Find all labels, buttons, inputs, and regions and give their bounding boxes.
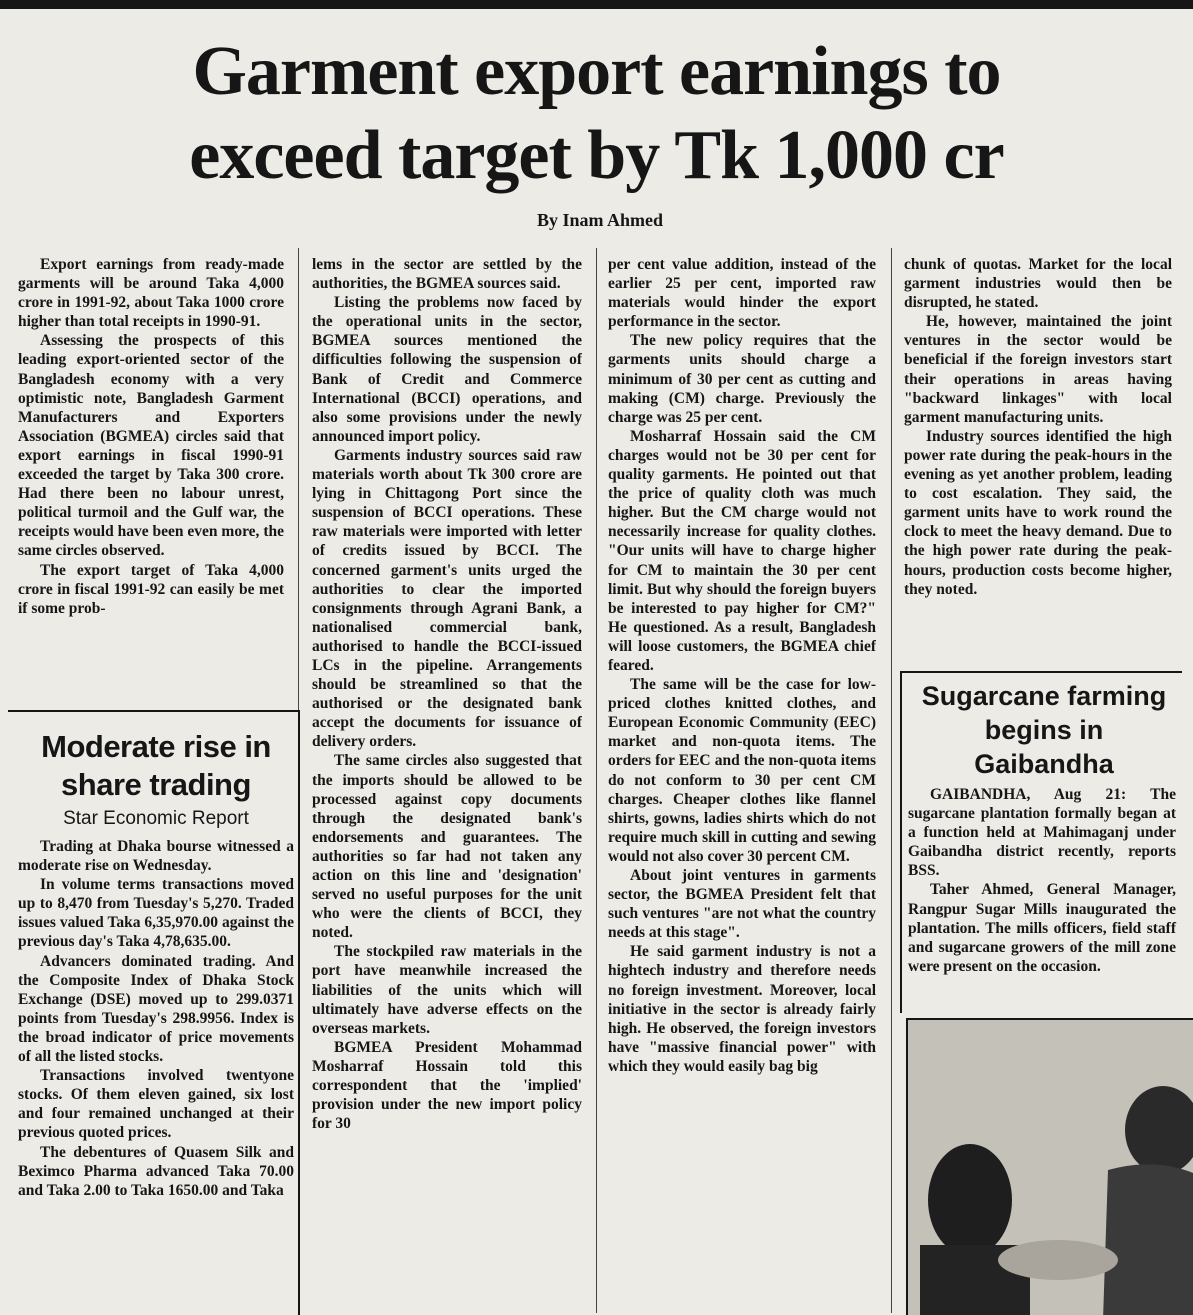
sugarcane-story-box	[900, 671, 1182, 1013]
share-trading-headline	[18, 728, 294, 804]
share-headline-line-2: share trading	[61, 767, 251, 802]
story-paragraph: Industry sources identified the high power rate during the peak-hours in the evening as yet another problem, leading to cost escalation. They said, the garment units have to work round the clock to meet the heavy demand. Due to the high power rate during the peak-hours, production costs become higher, they noted.	[904, 427, 1172, 598]
column-rule	[596, 248, 597, 1313]
main-story-column-4	[904, 255, 1172, 599]
share-trading-credit: Star Economic Report	[63, 808, 249, 829]
byline: By Inam Ahmed	[536, 210, 664, 230]
headline-line-2: exceed target by Tk 1,000 cr	[189, 117, 1004, 194]
story-paragraph: The stockpiled raw materials in the port have meanwhile increased the liabilities of the units which will ultimately have adverse effects on the overseas markets.	[312, 943, 582, 1037]
story-paragraph: chunk of quotas. Market for the local garment industries would then be disrupted, he stated.	[904, 256, 1172, 312]
story-paragraph: About joint ventures in garments sector, the BGMEA President felt that such ventures "are not what the country needs at this stage".	[608, 867, 876, 942]
main-story-column-1	[18, 255, 284, 618]
sugar-headline-line-3: Gaibandha	[974, 749, 1114, 779]
story-paragraph: He said garment industry is not a hightech industry and therefore needs no foreign investment. Moreover, local initiative in the sector is already fairly high. He observed, the foreign investors have "massive financial power" with which they would easily bag big	[608, 943, 876, 1075]
story-paragraph: Trading at Dhaka bourse witnessed a moderate rise on Wednesday.	[18, 838, 294, 875]
story-paragraph: He, however, maintained the joint ventures in the sector would be beneficial if the foreign investors start their operations in areas having "backward linkages" with local garment manufacturing units.	[904, 313, 1172, 426]
main-story-column-3	[608, 255, 876, 1313]
story-paragraph: BGMEA President Mohammad Mosharraf Hossain told this correspondent that the 'implied' provision under the new import policy for 30	[312, 1038, 582, 1133]
sugarcane-body	[908, 785, 1176, 976]
share-trading-box	[8, 710, 300, 1315]
story-paragraph: In volume terms transactions moved up to 8,470 from Tuesday's 5,270. Traded issues valued Taka 6,35,970.00 against the previous day's Taka 4,78,635.00.	[18, 876, 294, 951]
story-paragraph: Transactions involved twentyone stocks. Of them eleven gained, six lost and four remained unchanged at their previous quoted prices.	[18, 1067, 294, 1142]
share-headline-line-1: Moderate rise in	[41, 729, 271, 764]
story-paragraph: The same will be the case for low-priced clothes knitted clothes, and European Economic Community (EEC) market and non-quota items. The orders for EEC and the non-quota items do not conform to 30 per cent CM charges. Cheaper clothes like flannel shirts, gowns, ladies shirts which do not require much skill in cutting and sewing would not also cover 30 percent CM.	[608, 676, 876, 865]
column-rule	[891, 248, 892, 1313]
column-rule	[298, 248, 299, 710]
sugarcane-headline	[910, 679, 1178, 781]
news-photo	[906, 1018, 1193, 1315]
headline-line-1: Garment export earnings to	[192, 33, 1001, 110]
story-paragraph: Listing the problems now faced by the operational units in the sector, BGMEA sources mentioned the difficulties following the suspension of Bank of Credit and Commerce International (BCCI) operations, and also some provisions under the newly announced import policy.	[312, 294, 582, 445]
story-paragraph: Garments industry sources said raw materials worth about Tk 300 crore are lying in Chittagong Port since the suspension of BCCI operations. These raw materials were imported with letter of credits issued by BCCI. The concerned garment's units urged the authorities to clear the imported consignments through Agrani Bank, a nationalised commercial bank, authorised to handle the BCCI-issued LCs in the pipeline. Arrangements should be streamlined so that the authorised or the designated bank accept the documents for issuance of delivery orders.	[312, 446, 582, 751]
story-paragraph: Mosharraf Hossain said the CM charges would not be 30 per cent for quality garments. He pointed out that the price of quality cloth was much higher. But the CM charge would not necessarily increase for quality clothes. "Our units will have to charge higher for CM to maintain the 30 per cent limit. But why should the foreign buyers be interested to pay higher for CM?" He questioned. As a result, Bangladesh will loose customers, the BGMEA chief feared.	[608, 427, 876, 674]
sugar-headline-line-2: begins in	[984, 715, 1104, 745]
story-paragraph: The export target of Taka 4,000 crore in fiscal 1991-92 can easily be met if some prob-	[18, 561, 284, 617]
page-top-rule	[0, 0, 1193, 9]
photo-figures	[908, 1020, 1193, 1315]
story-paragraph: The debentures of Quasem Silk and Beximco Pharma advanced Taka 70.00 and Taka 2.00 to Taka 1650.00 and Taka	[18, 1143, 294, 1199]
main-headline	[20, 30, 1173, 198]
story-paragraph: Taher Ahmed, General Manager, Rangpur Sugar Mills inaugurated the plantation. The mills officers, field staff and sugarcane growers of the mill zone were present on the occasion.	[908, 881, 1176, 975]
story-paragraph: per cent value addition, instead of the earlier 25 per cent, imported raw materials would hinder the export performance in the sector.	[608, 256, 876, 331]
story-paragraph: lems in the sector are settled by the authorities, the BGMEA sources said.	[312, 256, 582, 293]
story-paragraph: The same circles also suggested that the imports should be allowed to be processed against copy documents through the designated bank's endorsements and guarantees. The authorities so far had not taken any action on this line and 'designation' served no useful purposes for the unit who were the clients of BCCI, they noted.	[312, 752, 582, 942]
story-paragraph: GAIBANDHA, Aug 21: The sugarcane plantation formally began at a function held at Mahimaganj under Gaibandha district recently, reports BSS.	[908, 786, 1176, 880]
story-paragraph: Assessing the prospects of this leading export-oriented sector of the Bangladesh economy with a very optimistic note, Bangladesh Garment Manufacturers and Exporters Association (BGMEA) circles said that export earnings in fiscal 1990-91 exceeded the target by Taka 300 crore. Had there been no labour unrest, political turmoil and the Gulf war, the receipts would have been even more, the same circles observed.	[18, 332, 284, 560]
main-story-column-2	[312, 255, 582, 1313]
share-trading-body	[18, 837, 294, 1315]
story-paragraph: Advancers dominated trading. And the Composite Index of Dhaka Stock Exchange (DSE) moved up to 299.0371 points from Tuesday's 298.9956. Index is the broad indicator of price movements of all the listed stocks.	[18, 952, 294, 1066]
story-paragraph: The new policy requires that the garments units should charge a minimum of 30 per cent as cutting and making (CM) charge. Previously the charge was 25 per cent.	[608, 332, 876, 426]
story-paragraph: Export earnings from ready-made garments will be around Taka 4,000 crore in 1991-92, about Taka 1000 crore higher than total receipts in 1990-91.	[18, 256, 284, 331]
sugar-headline-line-1: Sugarcane farming	[921, 681, 1167, 711]
